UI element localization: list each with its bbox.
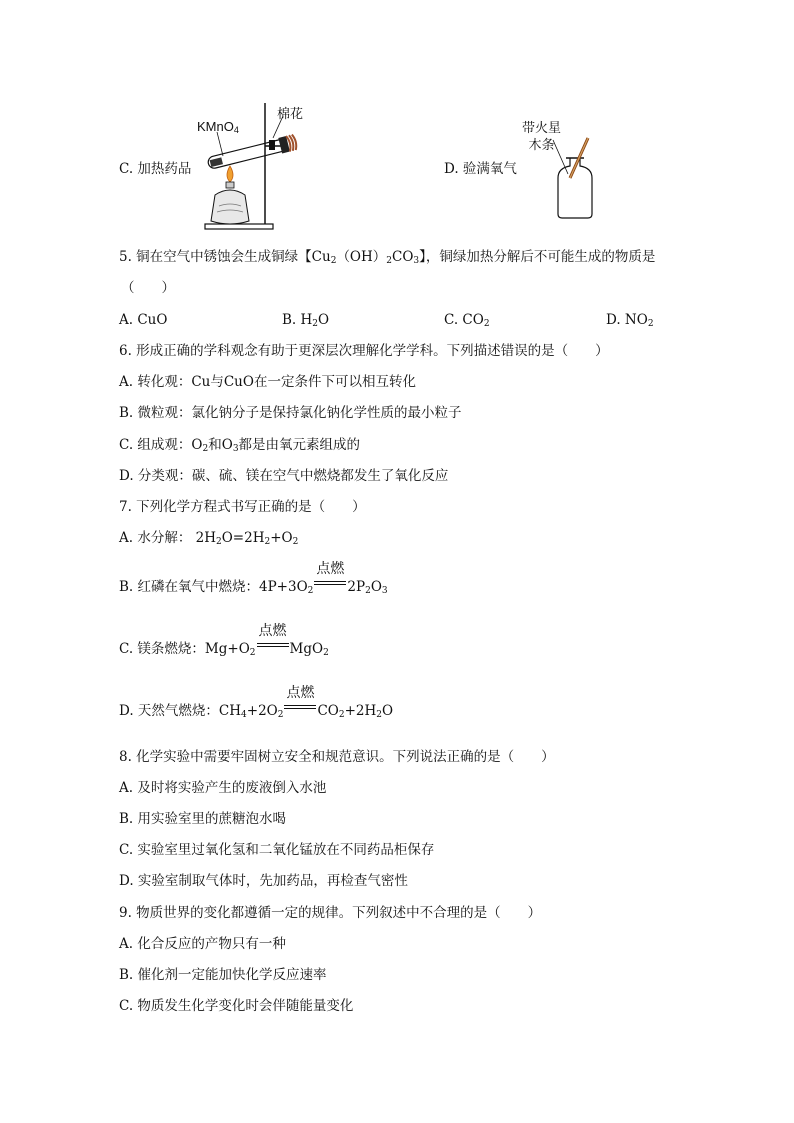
q5-stem: 5. 铜在空气中锈蚀会生成铜绿【$Cu_2(OH)_2CO_3$】，铜绿加热分解后不可能生成的物质是 xyxy=(119,249,656,266)
q5-answer-paren: （ ） xyxy=(121,280,175,296)
q7-option-c: C. 镁条燃烧：$Mg+O_2$ 点燃 MgO$_2$ xyxy=(119,623,329,658)
q8-option-b: B. 用实验室里的蔗糖泡水喝 xyxy=(119,811,287,827)
q5-option-a: A. CuO xyxy=(119,312,168,328)
option-d-label: D. 验满氧气 xyxy=(444,161,517,177)
q8-option-d: D. 实验室制取气体时，先加药品，再检查气密性 xyxy=(119,873,408,889)
kmno4-label: KMnO$_4$ xyxy=(197,119,239,135)
q6-stem: 6. 形成正确的学科观念有助于更深层次理解化学学科。下列描述错误的是（ ） xyxy=(119,343,609,359)
q8-stem: 8. 化学实验中需要牢固树立安全和规范意识。下列说法正确的是（ ） xyxy=(119,749,555,765)
q6-option-b: B. 微粒观：氯化钠分子是保持氯化钠化学性质的最小粒子 xyxy=(119,405,462,421)
cotton-label: 棉花 xyxy=(277,106,304,121)
gas-bottle-figure xyxy=(550,132,600,222)
q5-option-b: B. $H_2O$ xyxy=(282,312,330,329)
reaction-arrow-d: 点燃 xyxy=(284,701,316,713)
gas-bottle-icon xyxy=(550,132,600,222)
reaction-arrow-c: 点燃 xyxy=(257,639,289,651)
q8-option-a: A. 及时将实验产生的废液倒入水池 xyxy=(119,780,327,796)
q7-option-a: A. 水分解： $2H_2O=2H_2+O_2$ xyxy=(119,530,299,547)
q9-option-b: B. 催化剂一定能加快化学反应速率 xyxy=(119,967,327,983)
q9-option-c: C. 物质发生化学变化时会伴随能量变化 xyxy=(119,998,354,1014)
q6-option-a: A. 转化观：Cu与CuO在一定条件下可以相互转化 xyxy=(119,374,416,390)
q8-option-c: C. 实验室里过氧化氢和二氧化锰放在不同药品柜保存 xyxy=(119,842,435,858)
q6-option-d: D. 分类观：碳、硫、镁在空气中燃烧都发生了氧化反应 xyxy=(119,468,449,484)
wood-splint-label: 带火星 木条 xyxy=(522,120,562,152)
q5-option-c: C. $CO_2$ xyxy=(444,312,490,329)
q5-option-d: D. $NO_2$ xyxy=(606,312,654,329)
q9-stem: 9. 物质世界的变化都遵循一定的规律。下列叙述中不合理的是（ ） xyxy=(119,905,542,921)
q6-option-c: C. 组成观：$O_2$和$O_3$都是由氧元素组成的 xyxy=(119,437,361,454)
q9-option-a: A. 化合反应的产物只有一种 xyxy=(119,936,286,952)
option-c-label: C. 加热药品 xyxy=(119,161,192,177)
q7-stem: 7. 下列化学方程式书写正确的是（ ） xyxy=(119,499,366,515)
reaction-arrow-b: 点燃 xyxy=(314,577,346,589)
q7-option-b: B. 红磷在氧气中燃烧：$4P+3O_2$ 点燃 $2P_2O_3$ xyxy=(119,561,388,596)
q7-option-d: D. 天然气燃烧：$CH_4+2O_2$ 点燃 $CO_2+2H_2O$ xyxy=(119,685,394,720)
